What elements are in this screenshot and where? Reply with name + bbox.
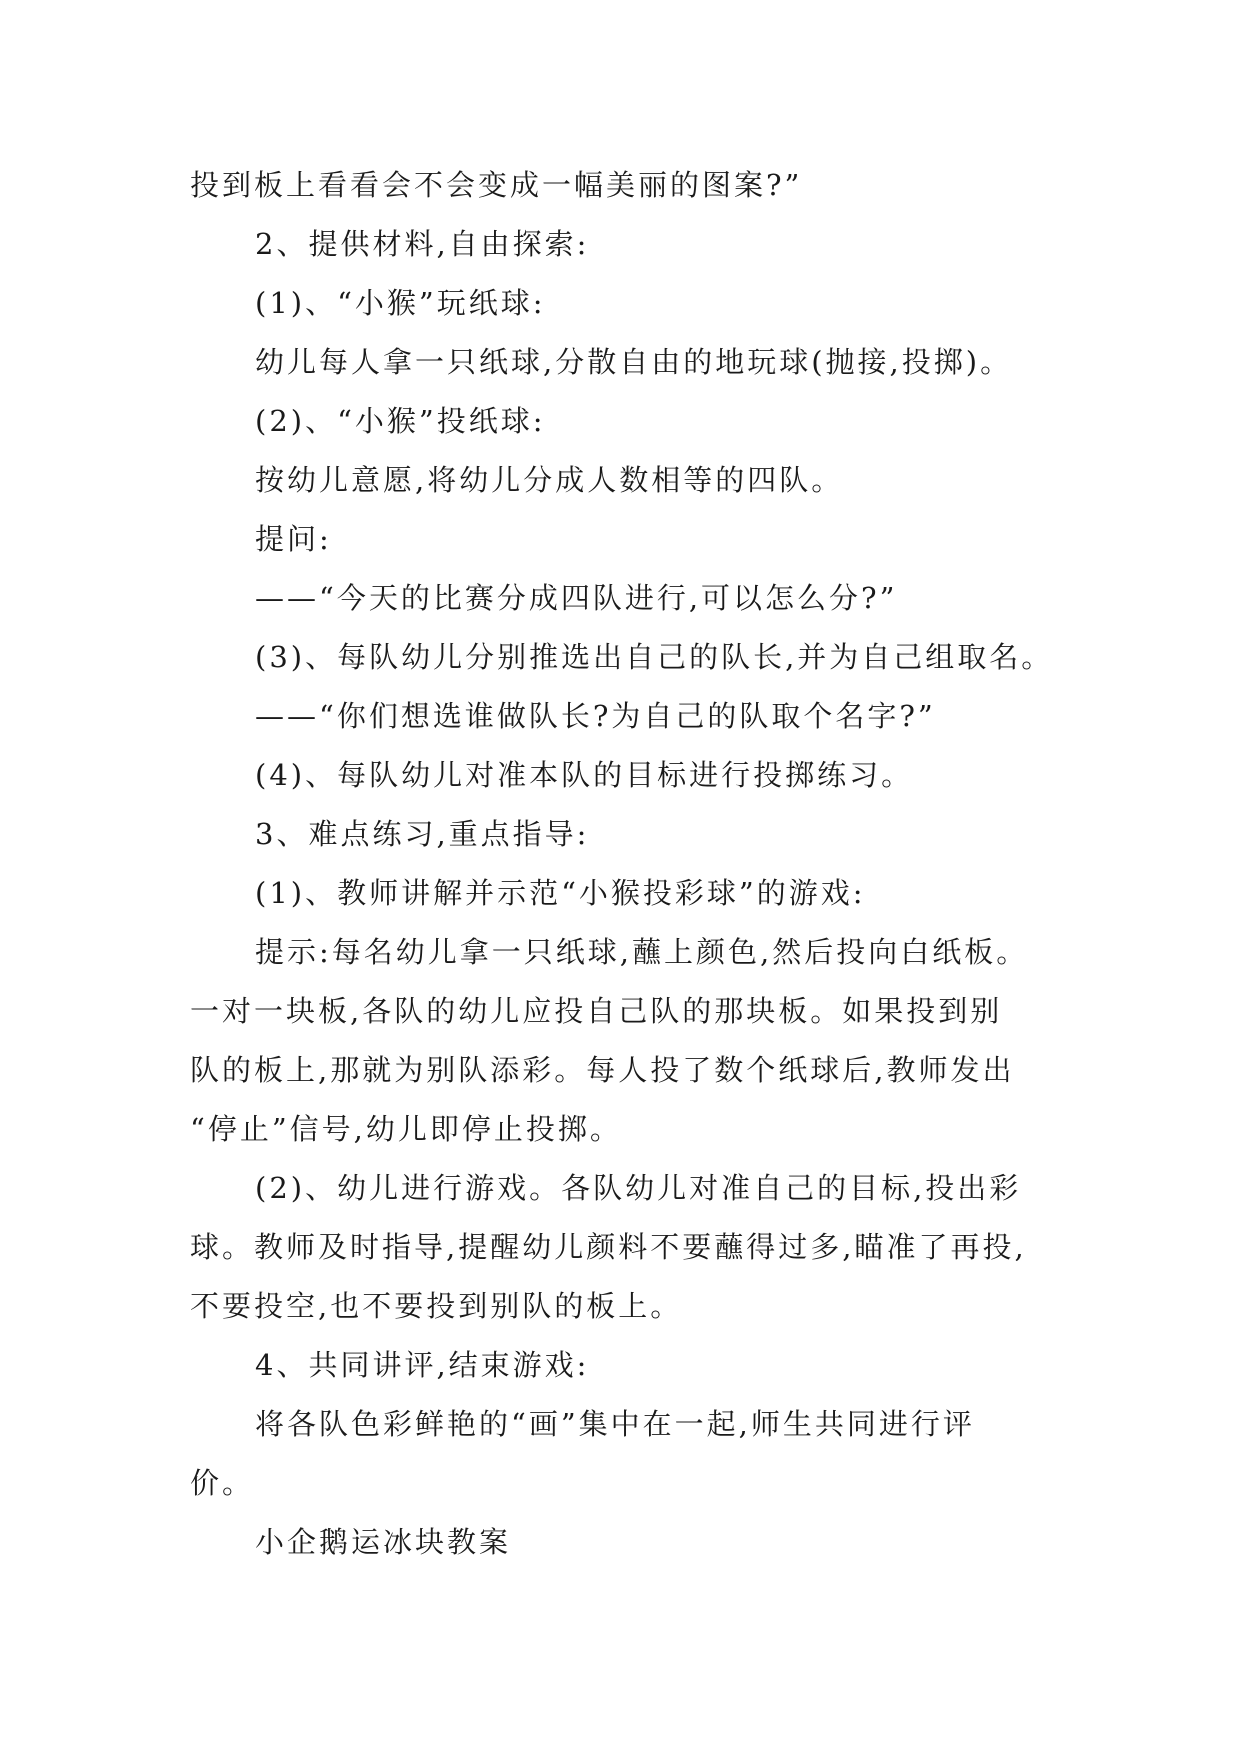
section-heading: 3、难点练习,重点指导: xyxy=(255,817,590,851)
paragraph-line: 投到板上看看会不会变成一幅美丽的图案?” xyxy=(190,168,803,202)
paragraph-line: 不要投空,也不要投到别队的板上。 xyxy=(190,1289,683,1323)
section-heading: 2、提供材料,自由探索: xyxy=(255,227,590,261)
paragraph-line: 提问: xyxy=(255,522,332,556)
quote-line: ——“你们想选谁做队长?为自己的队取个名字?” xyxy=(255,699,936,733)
sub-heading: (2)、幼儿进行游戏。各队幼儿对准自己的目标,投出彩 xyxy=(255,1171,1022,1205)
paragraph-line: “停止”信号,幼儿即停止投掷。 xyxy=(190,1112,622,1146)
quote-line: ——“今天的比赛分成四队进行,可以怎么分?” xyxy=(255,581,898,615)
sub-heading: (2)、“小猴”投纸球: xyxy=(255,404,546,438)
next-lesson-title: 小企鹅运冰块教案 xyxy=(255,1525,512,1559)
sub-heading: (4)、每队幼儿对准本队的目标进行投掷练习。 xyxy=(255,758,914,792)
sub-heading: (3)、每队幼儿分别推选出自己的队长,并为自己组取名。 xyxy=(255,640,1054,674)
sub-heading: (1)、教师讲解并示范“小猴投彩球”的游戏: xyxy=(255,876,866,910)
paragraph-line: 按幼儿意愿,将幼儿分成人数相等的四队。 xyxy=(255,463,844,497)
paragraph-line: 提示:每名幼儿拿一只纸球,蘸上颜色,然后投向白纸板。 xyxy=(255,935,1029,969)
paragraph-line: 队的板上,那就为别队添彩。每人投了数个纸球后,教师发出 xyxy=(190,1053,1015,1087)
sub-heading: (1)、“小猴”玩纸球: xyxy=(255,286,546,320)
section-heading: 4、共同讲评,结束游戏: xyxy=(255,1348,590,1382)
paragraph-line: 幼儿每人拿一只纸球,分散自由的地玩球(抛接,投掷)。 xyxy=(255,345,1013,379)
paragraph-line: 球。教师及时指导,提醒幼儿颜料不要蘸得过多,瞄准了再投, xyxy=(190,1230,1027,1264)
paragraph-line: 将各队色彩鲜艳的“画”集中在一起,师生共同进行评 xyxy=(255,1407,975,1441)
paragraph-line: 一对一块板,各队的幼儿应投自己队的那块板。如果投到别 xyxy=(190,994,1003,1028)
paragraph-line: 价。 xyxy=(190,1466,255,1500)
